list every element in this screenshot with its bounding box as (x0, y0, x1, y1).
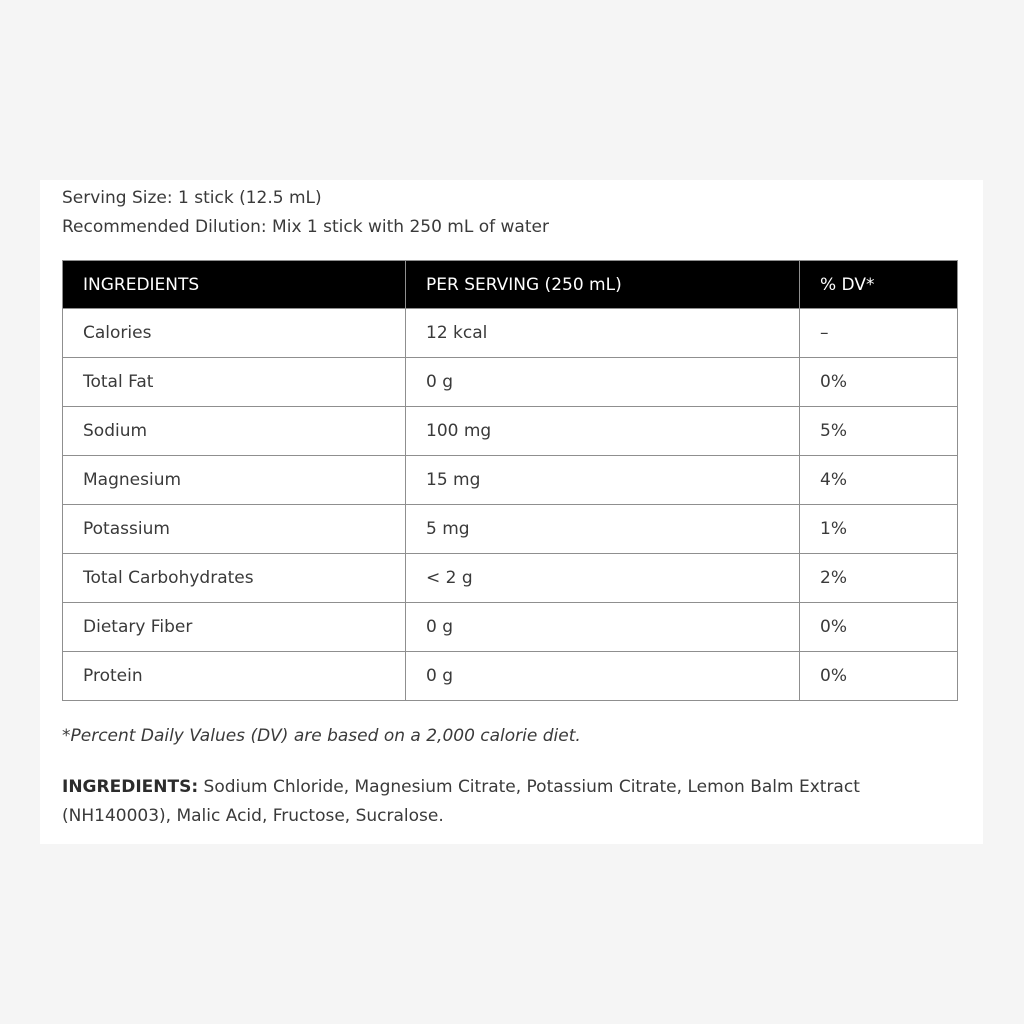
nutrient-name: Potassium (63, 505, 406, 554)
nutrient-dv: – (800, 309, 958, 358)
nutrient-amount: 100 mg (406, 407, 800, 456)
nutrient-name: Total Fat (63, 358, 406, 407)
nutrient-amount: 0 g (406, 358, 800, 407)
nutrient-amount: 15 mg (406, 456, 800, 505)
nutrient-dv: 1% (800, 505, 958, 554)
serving-size: Serving Size: 1 stick (12.5 mL) (62, 188, 322, 208)
nutrient-name: Sodium (63, 407, 406, 456)
nutrient-name: Magnesium (63, 456, 406, 505)
nutrient-dv: 5% (800, 407, 958, 456)
ingredients-list (62, 773, 882, 831)
nutrient-amount: 5 mg (406, 505, 800, 554)
nutrient-dv: 0% (800, 358, 958, 407)
nutrition-card (40, 180, 983, 844)
nutrient-name: Total Carbohydrates (63, 554, 406, 603)
dv-footnote: *Percent Daily Values (DV) are based on a 2,000 calorie diet. (62, 726, 581, 746)
table-header-row (63, 261, 958, 309)
table-row (63, 603, 958, 652)
header-daily-value: % DV* (800, 261, 958, 309)
table-row (63, 358, 958, 407)
nutrient-name: Dietary Fiber (63, 603, 406, 652)
nutrient-name: Protein (63, 652, 406, 701)
table-row (63, 309, 958, 358)
nutrition-table (62, 260, 958, 701)
ingredients-label: INGREDIENTS: (62, 777, 199, 797)
nutrient-dv: 2% (800, 554, 958, 603)
table-row (63, 505, 958, 554)
ingredients-text: Sodium Chloride, Magnesium Citrate, Potassium Citrate, Lemon Balm Extract (NH140003), Malic Acid, Fructose, Sucralose. (62, 777, 860, 826)
nutrient-amount: 12 kcal (406, 309, 800, 358)
header-per-serving: PER SERVING (250 mL) (406, 261, 800, 309)
nutrient-amount: 0 g (406, 603, 800, 652)
table-row (63, 456, 958, 505)
recommended-dilution: Recommended Dilution: Mix 1 stick with 250 mL of water (62, 217, 549, 237)
nutrient-dv: 0% (800, 603, 958, 652)
table-row (63, 554, 958, 603)
table-row (63, 652, 958, 701)
nutrient-dv: 0% (800, 652, 958, 701)
nutrient-amount: 0 g (406, 652, 800, 701)
nutrient-dv: 4% (800, 456, 958, 505)
nutrient-amount: < 2 g (406, 554, 800, 603)
header-ingredients: INGREDIENTS (63, 261, 406, 309)
table-row (63, 407, 958, 456)
nutrient-name: Calories (63, 309, 406, 358)
